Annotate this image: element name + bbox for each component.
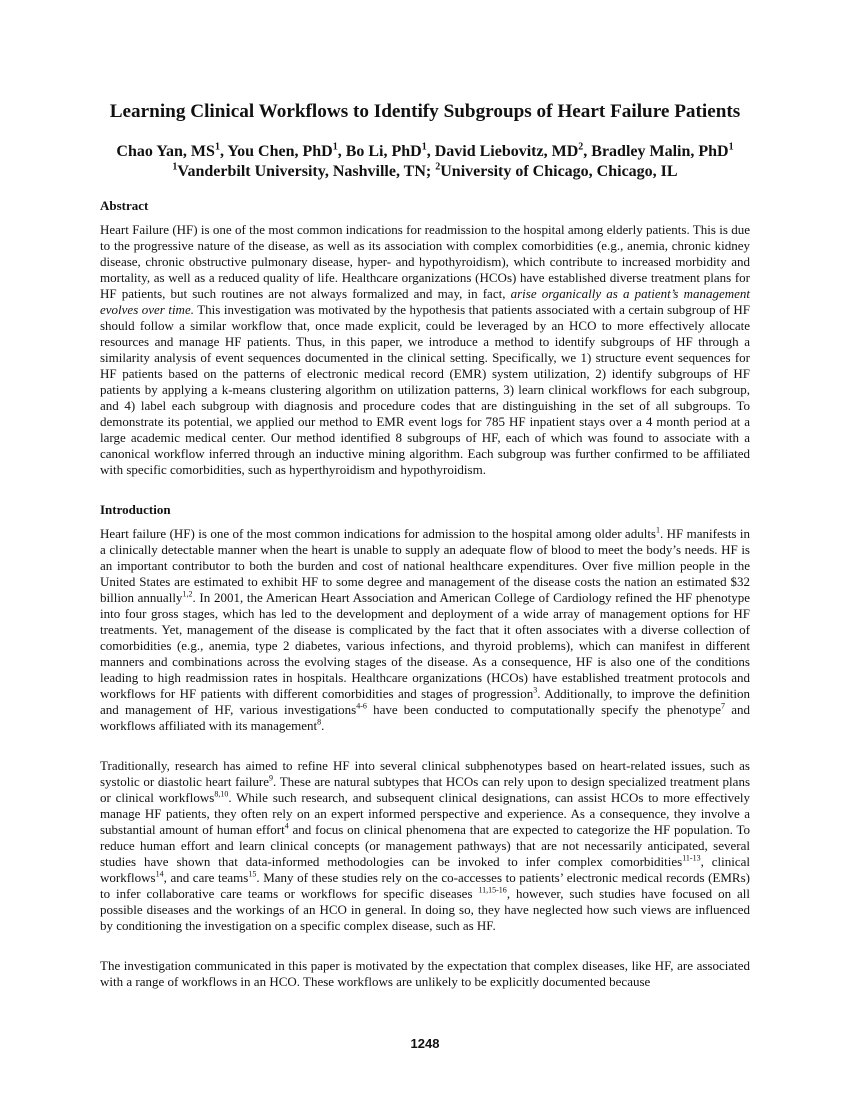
citation: 7 (721, 701, 726, 711)
citation: 11-13 (682, 853, 701, 863)
paragraph-text: . These are natural subtypes that HCOs can rely upon to design specialized treatment plans or clinical workflows (100, 774, 750, 805)
abstract-text: This investigation was motivated by the hypothesis that patients associated with a certain subgroup of HF should follow a similar workflow that, once made explicit, could be leveraged by an HCO to more effectively allocate resources and manage HF patients. Thus, in this paper, we introduce a method to identify subgroups of HF through a similarity analysis of event sequences documented in the clinical setting. Specifically, we 1) structure event sequences for HF patients based on the patterns of electronic medical record (EMR) system utilization, 2) identify subgroups of HF patients by applying a k-means clustering algorithm on utilization patterns, 3) learn clinical workflows for each subgroup, and 4) label each subgroup with diagnosis and procedure codes that are distinguishing in the set of all subgroups. To demonstrate its potential, we applied our method to EMR event logs for 785 HF inpatient stays over a 4 month period at a large academic medical center. Our method identified 8 subgroups of HF, each of which was found to associate with a canonical workflow inferred through an inductive mining algorithm. Each subgroup was further confirmed to be affiliated with specific comorbidities, such as hyperthyroidism and hypothyroidism. (100, 302, 751, 477)
citation: 8 (317, 717, 322, 727)
affiliation-text: University of Chicago, Chicago, IL (440, 163, 678, 180)
paragraph-text: and workflows affiliated with its management (100, 702, 750, 733)
author-list: Chao Yan, $MS^1$, You Chen, PhD$^1$, Bo Li, PhD$^1$, David Liebovitz, $MD^2$, Bradley Malin, PhD$^1$ (116, 141, 734, 160)
paragraph-text: . Many of these studies rely on the co-accesses to patients’ electronic medical records (EMRs) to infer collaborative care teams or workflows for specific diseases (100, 870, 750, 901)
paper-title: Learning Clinical Workflows to Identify Subgroups of Heart Failure Patients (109, 101, 741, 122)
citation: 14 (155, 869, 164, 879)
citation: 15 (248, 869, 257, 879)
citation: 11,15-16 (478, 885, 507, 895)
paragraph-text: and focus on clinical phenomena that are expected to categorize the HF population. To reduce human effort and learn clinical concepts (or management pathways) that are not necessarily anticipated, several studies have shown that data-informed methodologies can be invoked to infer complex comorbidities (100, 822, 750, 869)
citation: 8,10 (214, 789, 229, 799)
affiliation-number: 1 (172, 161, 178, 173)
author-affiliation-mark: 1 (421, 141, 427, 153)
introduction-heading: Introduction (100, 502, 171, 517)
citation: 4 (284, 821, 289, 831)
citation: 3 (533, 685, 538, 695)
affiliation-number: 2 (435, 161, 441, 173)
paragraph-text: , however, such studies have focused on all possible diseases and the workings of an HCO in general. In doing so, they have neglected how such views are influenced by conditioning the investigation on a specific complex disease, such as HF. (100, 886, 750, 933)
abstract-heading: Abstract (100, 198, 149, 213)
paragraph-text: Traditionally, research has aimed to refine HF into several clinical subphenotypes based on heart-related issues, such as systolic or diastolic heart failure (100, 758, 750, 789)
introduction-paragraph-2 (100, 758, 750, 934)
page-number: 1248 (410, 1036, 440, 1051)
author-affiliation-mark: 1 (728, 141, 734, 153)
author-name: David Liebovitz, MD (434, 143, 579, 160)
abstract-text: Heart Failure (HF) is one of the most common indications for readmission to the hospital among elderly patients. This is due to the progressive nature of the disease, as well as its association with complex comorbidities (e.g., anemia, chronic kidney disease, chronic obstructive pulmonary disease, hyper- and hypothyroidism), which contribute to increased morbidity and mortality, as well as a reduced quality of life. Healthcare organizations (HCOs) have established diverse treatment plans for HF patients, but such routines are not always formalized and may, in fact, (100, 222, 750, 301)
citation: 1,2 (182, 589, 193, 599)
author-affiliation-mark: 1 (214, 141, 220, 153)
introduction-paragraph-1 (100, 526, 750, 734)
paragraph-text: . While such research, and subsequent clinical designations, can assist HCOs to more effectively manage HF patients, they often rely on an expert informed perspective and experience. As a consequence, they involve a substantial amount of human effort (100, 790, 750, 837)
abstract-paragraph (100, 222, 750, 478)
introduction-paragraph-3: The investigation communicated in this paper is motivated by the expectation that complex diseases, like HF, are associated with a range of workflows in an HCO. These workflows are unlikely to be explicitly documented because (100, 958, 750, 989)
paragraph-text: . Additionally, to improve the definition and management of HF, various investigations (100, 686, 750, 717)
citation: 9 (269, 773, 274, 783)
author-name: Bradley Malin, PhD (591, 143, 729, 160)
paragraph-text: . HF manifests in a clinically detectable manner when the heart is unable to supply an adequate flow of blood to meet the body’s needs. HF is an important contributor to both the burden and cost of national healthcare expenditures. Over five million people in the United States are estimated to exhibit HF to some degree and management of the disease costs the nation an estimated $32 billion annually (100, 526, 750, 605)
paragraph-text: , clinical workflows (100, 854, 750, 885)
paragraph-text: . (321, 718, 325, 733)
paragraph-text: , and care teams (163, 870, 249, 885)
paragraph-text: Heart failure (HF) is one of the most common indications for admission to the hospital among older adults (100, 526, 656, 541)
author-affiliation-mark: 1 (332, 141, 338, 153)
paragraph-text: have been conducted to computationally specify the phenotype (366, 702, 722, 717)
affiliation-text: Vanderbilt University, Nashville, TN; (177, 163, 436, 180)
affiliation-list (0, 162, 850, 182)
citation: 1 (656, 525, 660, 535)
author-name: You Chen, PhD (227, 143, 333, 160)
citation: 4-6 (356, 701, 367, 711)
author-affiliation-mark: 2 (578, 141, 584, 153)
author-name: Bo Li, PhD (345, 143, 422, 160)
paragraph-text: . In 2001, the American Heart Association and American College of Cardiology refined the HF phenotype into four gross stages, which has led to the development and deployment of a wide array of management options for HF treatments. Yet, management of the disease is complicated by the fact that it often associates with a diverse collection of comorbidities (e.g., anemia, type 2 diabetes, various infections, and thyroid problems), which can manifest in different manners and combinations across the evolving stages of the disease. As a consequence, HF is also one of the conditions leading to high readmission rates in hospitals. Healthcare organizations (HCOs) have established treatment protocols and workflows for HF patients with different comorbidities and stages of progression (100, 590, 750, 701)
author-name: Chao Yan, MS (116, 143, 215, 160)
abstract-italic-text: arise organically as a patient’s management evolves over time. (100, 286, 750, 317)
